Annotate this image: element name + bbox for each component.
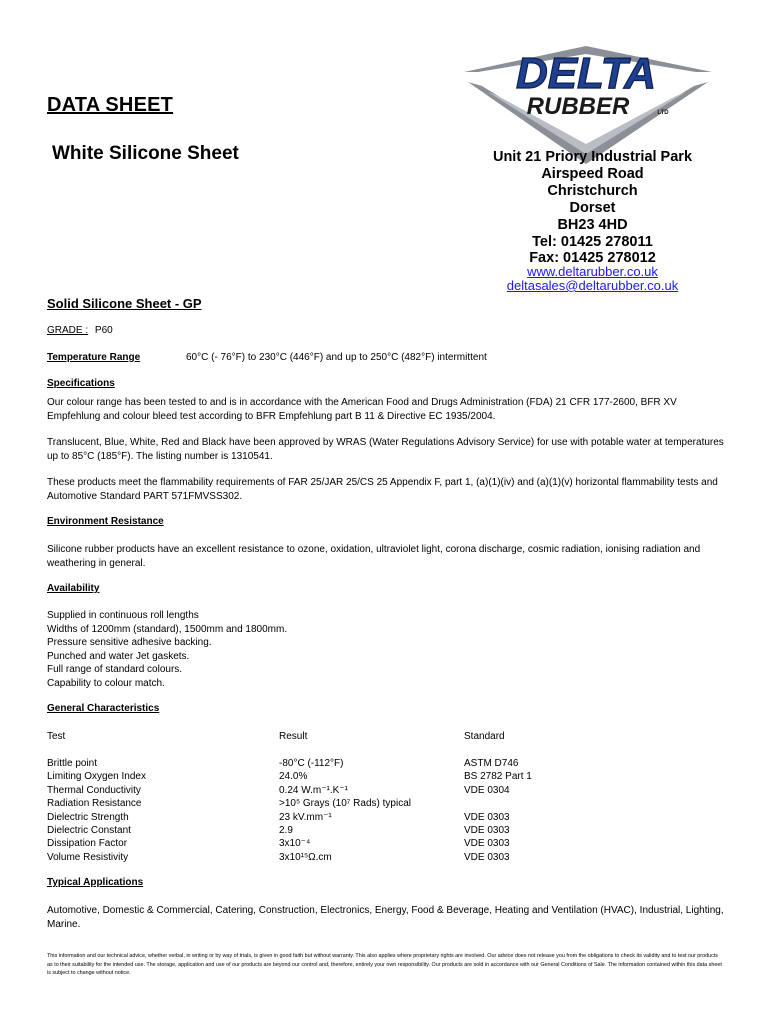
applications-text: Automotive, Domestic & Commercial, Catering, Construction, Electronics, Energy, Food & Beverage, Heating and Ventilation (HVAC), Industrial, Lighting, Marine.	[47, 905, 724, 930]
specifications-para-1: Our colour range has been tested to and is in accordance with the American Food and Drugs Administration (FDA) 21 CFR 177-2600, BFR XV Empfehlung and colour bleed test according to BFR Empfehlung part B 11 & Directive EC 1935/2004.	[47, 397, 677, 422]
address-tel: Tel: 01425 278011	[532, 234, 653, 250]
cell-result: >10⁵ Grays (10⁷ Rads) typical	[279, 798, 411, 810]
cell-test: Dielectric Strength	[47, 811, 129, 823]
page-title: DATA SHEET	[47, 94, 174, 116]
address-line-4: Dorset	[569, 200, 616, 216]
specifications-para-2: Translucent, Blue, White, Red and Black have been approved by WRAS (Water Regulations Advisory Service) for use with potable water at temperatures up to 85°C (185°F). The listing number is 1310541.	[47, 437, 724, 462]
cell-test: Dissipation Factor	[47, 838, 128, 850]
logo-ltd-text: LTD	[657, 110, 669, 116]
cell-result: 0.24 W.m⁻¹.K⁻¹	[279, 784, 348, 796]
specifications-para-3: These products meet the flammability requirements of FAR 25/JAR 25/CS 25 Appendix F, part 1, (a)(1)(iv) and (a)(1)(v) horizontal flammability tests and Automotive Standard PART 571FMVSS302.	[47, 477, 718, 502]
cell-result: 2.9	[279, 824, 293, 836]
cell-standard: VDE 0303	[464, 811, 510, 823]
availability-list	[47, 609, 727, 690]
environment-heading: Environment Resistance	[47, 516, 164, 527]
environment-text: Silicone rubber products have an excellent resistance to ozone, oxidation, ultraviolet light, corona discharge, cosmic radiation, ionising radiation and weathering in general.	[47, 544, 701, 569]
cell-test: Brittle point	[47, 758, 98, 769]
list-item: Capability to colour match.	[47, 677, 165, 689]
column-header-standard: Standard	[464, 731, 505, 742]
cell-standard: VDE 0304	[464, 784, 510, 796]
table-row	[0, 797, 768, 810]
table-row	[0, 837, 768, 850]
cell-standard: ASTM D746	[464, 758, 519, 769]
logo-delta-text: DELTA	[515, 49, 657, 98]
cell-test: Thermal Conductivity	[47, 784, 141, 796]
cell-standard: BS 2782 Part 1	[464, 771, 532, 783]
table-row	[0, 757, 768, 770]
cell-test: Dielectric Constant	[47, 824, 131, 836]
cell-test: Volume Resistivity	[47, 851, 129, 863]
cell-standard: VDE 0303	[464, 824, 510, 836]
list-item: Supplied in continuous roll lengths	[47, 610, 199, 621]
cell-standard: VDE 0303	[464, 851, 510, 863]
grade-row	[47, 324, 113, 338]
section-title: Solid Silicone Sheet - GP	[47, 296, 202, 311]
list-item: Full range of standard colours.	[47, 664, 183, 675]
cell-result: 3x10¹⁵Ω.cm	[279, 851, 332, 863]
address-line-1: Unit 21 Priory Industrial Park	[492, 149, 693, 165]
table-row	[0, 770, 768, 783]
table-row	[0, 811, 768, 824]
logo-rubber-text: RUBBER	[526, 93, 630, 120]
list-item: Widths of 1200mm (standard), 1500mm and 1800mm.	[47, 623, 288, 635]
cell-test: Radiation Resistance	[47, 798, 142, 810]
cell-test: Limiting Oxygen Index	[47, 771, 146, 783]
cell-standard: VDE 0303	[464, 838, 510, 850]
characteristics-table	[0, 757, 768, 864]
cell-result: 24.0%	[279, 771, 308, 783]
specifications-heading: Specifications	[47, 378, 115, 389]
column-header-test: Test	[47, 731, 66, 742]
cell-result: 23 kV.mm⁻¹	[279, 811, 332, 823]
applications-heading: Typical Applications	[47, 877, 144, 888]
address-line-3: Christchurch	[547, 183, 638, 199]
website-link[interactable]: www.deltarubber.co.uk	[527, 264, 658, 279]
table-row	[0, 784, 768, 797]
grade-label: GRADE :	[47, 325, 89, 336]
table-row	[0, 824, 768, 837]
grade-value: P60	[94, 325, 113, 336]
table-row	[0, 851, 768, 864]
address-line-2: Airspeed Road	[541, 166, 644, 182]
email-link[interactable]: deltasales@deltarubber.co.uk	[506, 278, 679, 293]
temperature-label: Temperature Range	[47, 352, 141, 363]
temperature-value: 60°C (- 76°F) to 230°C (446°F) and up to 250°C (482°F) intermittent	[186, 352, 487, 363]
product-title: White Silicone Sheet	[52, 143, 239, 164]
cell-result: 3x10⁻⁴	[279, 838, 311, 850]
address-fax: Fax: 01425 278012	[529, 250, 656, 266]
list-item: Punched and water Jet gaskets.	[47, 650, 190, 662]
general-heading: General Characteristics	[47, 703, 160, 714]
column-header-result: Result	[279, 731, 308, 742]
disclaimer-text: This information and our technical advice, whether verbal, in writing or by way of trials, is given in good faith but without warranty. This also applies where proprietary rights are involved. Our advice does not release you from the obligations to check its validity and to test our products as to their suitability for the intended use. The storage, application and use of our products are beyond our control and, therefore, entirely your own responsibility. Our products are sold in accordance with our General Conditions of Sale. The information contained within this data sheet is subject to change without notice.	[47, 953, 722, 977]
availability-heading: Availability	[47, 583, 100, 594]
address-postcode: BH23 4HD	[557, 217, 628, 233]
list-item: Pressure sensitive adhesive backing.	[47, 637, 212, 648]
cell-result: -80°C (-112°F)	[279, 758, 344, 769]
